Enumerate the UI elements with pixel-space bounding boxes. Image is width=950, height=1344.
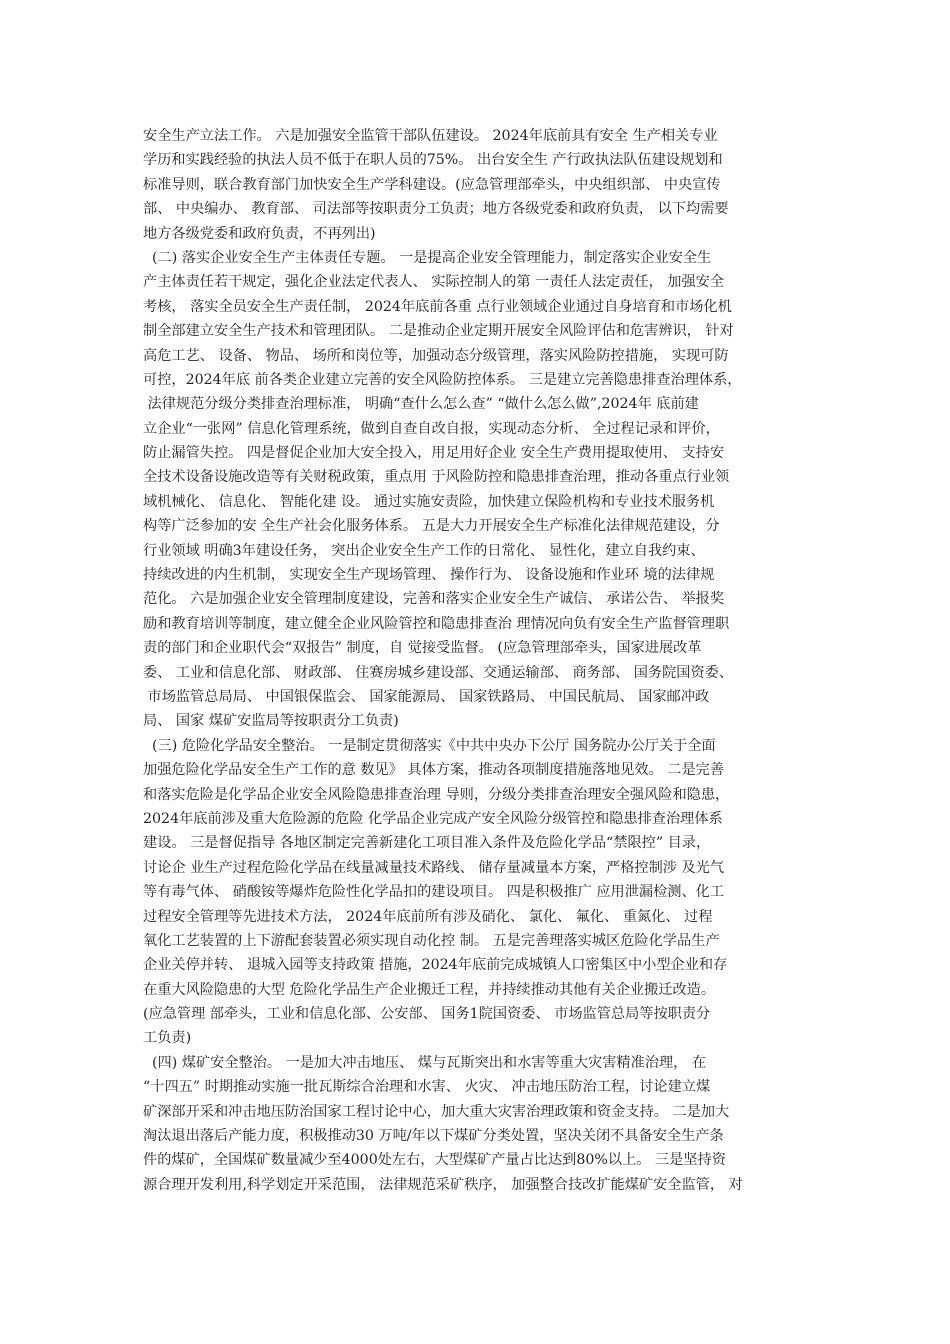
text-line: 励和教育培训等制度，建立健全企业风险管控和隐患排查治 理情况向负有安全生产监督管理职 (143, 615, 730, 632)
text-line: 立企业“一张网” 信息化管理系统，做到自查自改自报，实现动态分析、 全过程记录和评价， (143, 420, 720, 437)
text-line: 域机械化、 信息化、 智能化建 设。 通过实施安责险，加快建立保险机构和专业技术服务机 (143, 493, 715, 510)
text-line: 法律规范分级分类排查治理标准， 明确“查什么怎么查” “做什么怎么做”,2024年 底前建 (143, 396, 699, 413)
text-line: 标准导则，联合教育部门加快安全生产学科建设。(应急管理部牵头，中央组织部、 中央宣传 (143, 176, 721, 193)
text-line: 建设。 三是督促指导 各地区制定完善新建化工项目准入条件及危险化学品“禁限控” 目录， (143, 835, 711, 852)
text-line: 委、 工业和信息化部、 财政部、 住赛房城乡建设部、交通运输部、 商务部、 国务院国资委、 (143, 664, 734, 681)
text-line: 行业领域 明确3年建设任务， 突出企业安全生产工作的日常化、 显性化，建立自我约束、 (143, 542, 705, 559)
section-3-heading-line: (三) 危险化学品安全整治。 一是制定贯彻落实《中共中央办下公厅 国务院办公厅关于全面 (143, 737, 716, 754)
text-line: 责的部门和企业职代会“双报告” 制度，自 觉接受监督。 (应急管理部牵头，国家进展改革 (143, 640, 702, 657)
text-line: 企业关停并转、 退城入园等支持政策 措施，2024年底前完成城镇人口密集区中小型企业和存 (143, 957, 728, 974)
section-2-heading-line: (二) 落实企业安全生产主体责任专题。 一是提高企业安全管理能力，制定落实企业安全生 (143, 249, 712, 266)
text-line: 市场监管总局局、 中国银保监会、 国家能源局、 国家铁路局、 中国民航局、 国家邮冲政 (143, 688, 710, 705)
text-line: 等有毒气体、 硝酸铵等爆炸危险性化学品扣的建设项目。 四是积极推广 应用泄漏检测、化工 (143, 884, 725, 901)
text-line: 高危工艺、 设备、 物品、 场所和岗位等，加强动态分级管理，落实风险防控措施， 实现可防 (143, 347, 729, 364)
text-line: 安全生产立法工作。 六是加强安全监管干部队伍建设。 2024年底前具有安全 生产相关专业 (143, 128, 718, 144)
text-line: 制全部建立安全生产技术和管理团队。 二是推动企业定期开展安全风险评估和危害辨识， 针对 (143, 323, 734, 340)
text-line: 地方各级党委和政府负责，不再列出) (143, 225, 376, 242)
text-line: 讨论企 业生产过程危险化学品在线量减量技术路线、 储存量减量本方案，严格控制涉 及光气 (143, 859, 725, 876)
text-line: 产主体责任若干规定，强化企业法定代表人、 实际控制人的第 一责任人法定责任， 加强安全 (143, 274, 725, 291)
text-line: 构等广泛参加的安 全生产社会化服务体系。 五是大力开展安全生产标准化法律规范建设，分 (143, 518, 720, 535)
text-line: 氧化工艺装置的上下游配套装置必须实现自动化控 制。 五是完善理落实城区危险化学品生产 (143, 932, 720, 949)
text-line: 防止漏管失控。 四是督促企业加大安全投入，用足用好企业 安全生产费用提取使用、 支持安 (143, 445, 725, 462)
text-line: 淘汰退出落后产能力度，积极推动30 万吨/年以下煤矿分类处置，坚决关闭不具备安全生产条 (143, 1128, 724, 1145)
text-line: 全技术设备设施改造等有关财税政策，重点用 于风险防控和隐患排查治理，推动各重点行业领 (143, 469, 730, 486)
text-line: 工负责) (143, 1030, 192, 1047)
text-line: 源合理开发利用,科学划定开采范围， 法律规范采矿秩序， 加强整合技改扩能煤矿安全监管， 对 (143, 1176, 743, 1193)
text-line: 范化。 六是加强企业安全管理制度建设，完善和落实企业安全生产诚信、 承诺公告、 举报奖 (143, 591, 725, 608)
document-body (143, 124, 815, 1197)
text-line: 学历和实践经验的执法人员不低于在职人员的75%。 出台安全生 产行政执法队伍建设规划和 (143, 152, 723, 169)
text-line: 2024年底前涉及重大危险源的危险 化学品企业完成产安全风险分级管控和隐患排查治理体系 (143, 810, 723, 827)
text-line: 部、 中央编办、 教育部、 司法部等按职责分工负责；地方各级党委和政府负责， 以下均需要 (143, 201, 729, 218)
text-line: 加强危险化学品安全生产工作的意 数见》 具体方案，推动各项制度措施落地见效。 二是完善 (143, 762, 725, 779)
text-line: 和落实危险是化学品企业安全风险隐患排查治理 导则，分级分类排查治理安全强风险和隐患， (143, 786, 730, 803)
section-4-heading-line: (四) 煤矿安全整治。 一是加大冲击地压、 煤与瓦斯突出和水害等重大灾害精准治理， 在 (143, 1054, 707, 1071)
text-line: 过程安全管理等先进技术方法， 2024年底前所有涉及硝化、 氯化、 氟化、 重氮化、 过程 (143, 908, 713, 925)
text-line: 可控，2024年底 前各类企业建立完善的安全风险防控体系。 三是建立完善隐患排查治理体系， (143, 371, 742, 388)
text-line: 持续改进的内生机制， 实现安全生产现场管理、 操作行为、 设备设施和作业环 境的法律规 (143, 567, 715, 584)
text-line: 局、 国家 煤矿安监局等按职责分工负责) (143, 713, 399, 730)
text-line: 考核， 落实全员安全生产责任制， 2024年底前各重 点行业领域企业通过自身培育和市场化机 (143, 298, 732, 315)
text-line: (应急管理 部牵头，工业和信息化部、公安部、 国务1院国资委、 市场监管总局等按职责分 (143, 1006, 711, 1023)
text-line: 矿深部开采和冲击地压防治国家工程讨论中心，加大重大灾害治理政策和资金支持。 二是加大 (143, 1103, 730, 1120)
text-line: 件的煤矿，全国煤矿数量减少至4000处左右，大型煤矿产量占比达到80%以上。 三是坚持资 (143, 1152, 726, 1169)
text-line: 在重大风险隐患的大型 危险化学品生产企业搬迁工程，并持续推动其他有关企业搬迁改造。 (143, 981, 716, 998)
text-line: “十四五” 时期推动实施一批瓦斯综合治理和水害、 火灾、 冲击地压防治工程，讨论建立煤 (143, 1079, 711, 1096)
